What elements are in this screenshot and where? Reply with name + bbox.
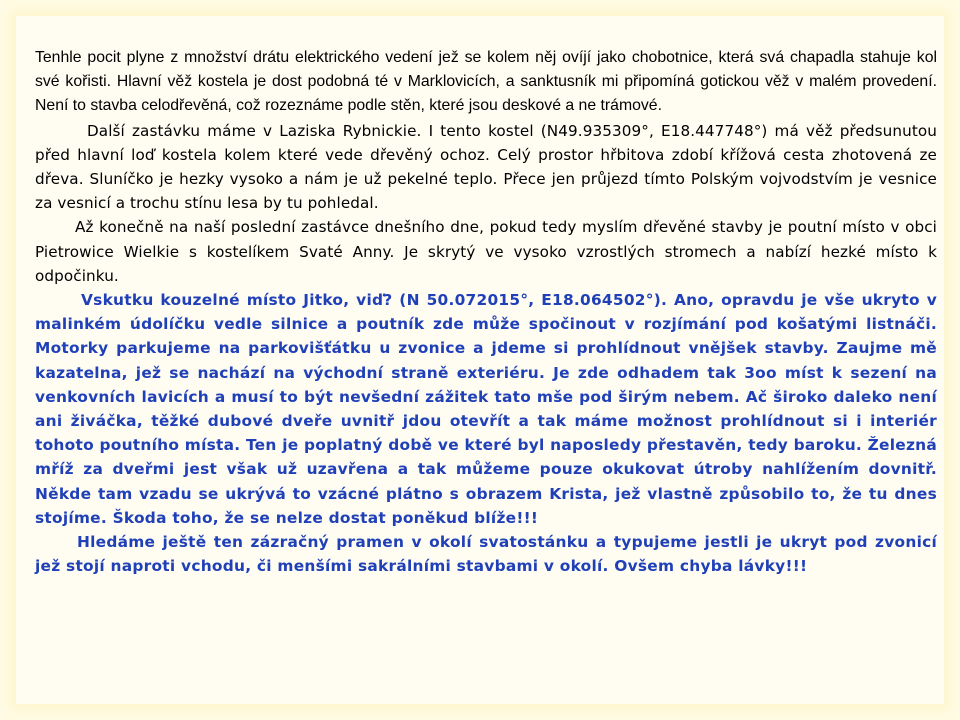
paragraph-4: Vskutku kouzelné místo Jitko, viď? (N 50.072015°, E18.064502°). Ano, opravdu je vše ukryto v malinkém údolíčku vedle silnice a poutník zde může spočinout v rozjímání pod košatými listnáči. Motorky parkujeme na parkovišťátku u zvonice a jdeme si prohlídnout vnějšek stavby. Zaujme mě kazatelna, jež se nachází na východní straně exteriéru. Je zde odhadem tak 3oo míst k sezení na venkovních lavicích a musí to být nevšední zážitek tato mše pod širým nebem. Ač široko daleko není ani živáčka, těžké dubové dveře uvnitř jdou otevřít a tak máme možnost prohlídnout si i interiér tohoto poutního místa. Ten je poplatný době ve které byl naposledy přestavěn, tedy baroku. Železná mříž za dveřmi jest však už uzavřena a tak můžeme pouze okukovat útroby nahlížením dovnitř. Někde tam vzadu se ukrývá to vzácné plátno s obrazem Krista, jež vlastně způsobilo to, že tu dnes stojíme. Škoda toho, že se nelze dostat poněkud blíže!!! <box>35 291 937 527</box>
paragraph-1: Tenhle pocit plyne z množství drátu elektrického vedení jež se kolem něj ovíjí jako chobotnice, která svá chapadla stahuje kol své kořisti. Hlavní věž kostela je dost podobná té v Marklovicích, a sanktusník mi připomíná gotickou věž v malém provedení. Není to stavba celodřevěná, což rozeznáme podle stěn, které jsou deskové a ne trámové. <box>35 49 937 115</box>
document-body <box>35 46 937 578</box>
paragraph-5: Hledáme ještě ten zázračný pramen v okolí svatostánku a typujeme jestli je ukryt pod zvonicí jež stojí naproti vchodu, či menšími sakrálními stavbami v okolí. Ovšem chyba lávky!!! <box>35 533 937 576</box>
paragraph-2: Další zastávku máme v Laziska Rybnickie. I tento kostel (N49.935309°, E18.447748°) má věž předsunutou před hlavní loď kostela kolem které vede dřevěný ochoz. Celý prostor hřbitova zdobí křížová cesta zhotovená ze dřeva. Sluníčko je hezky vysoko a nám je už pekelné teplo. Přece jen průjezd tímto Polským vojvodstvím je vesnice za vesnicí a trochu stínu lesa by tu pohledal. <box>35 121 937 213</box>
paragraph-3: Až konečně na naší poslední zastávce dnešního dne, pokud tedy myslím dřevěné stavby je poutní místo v obci Pietrowice Wielkie s kostelíkem Svaté Anny. Je skrytý ve vysoko vzrostlých stromech a nabízí hezké místo k odpočinku. <box>35 218 937 285</box>
